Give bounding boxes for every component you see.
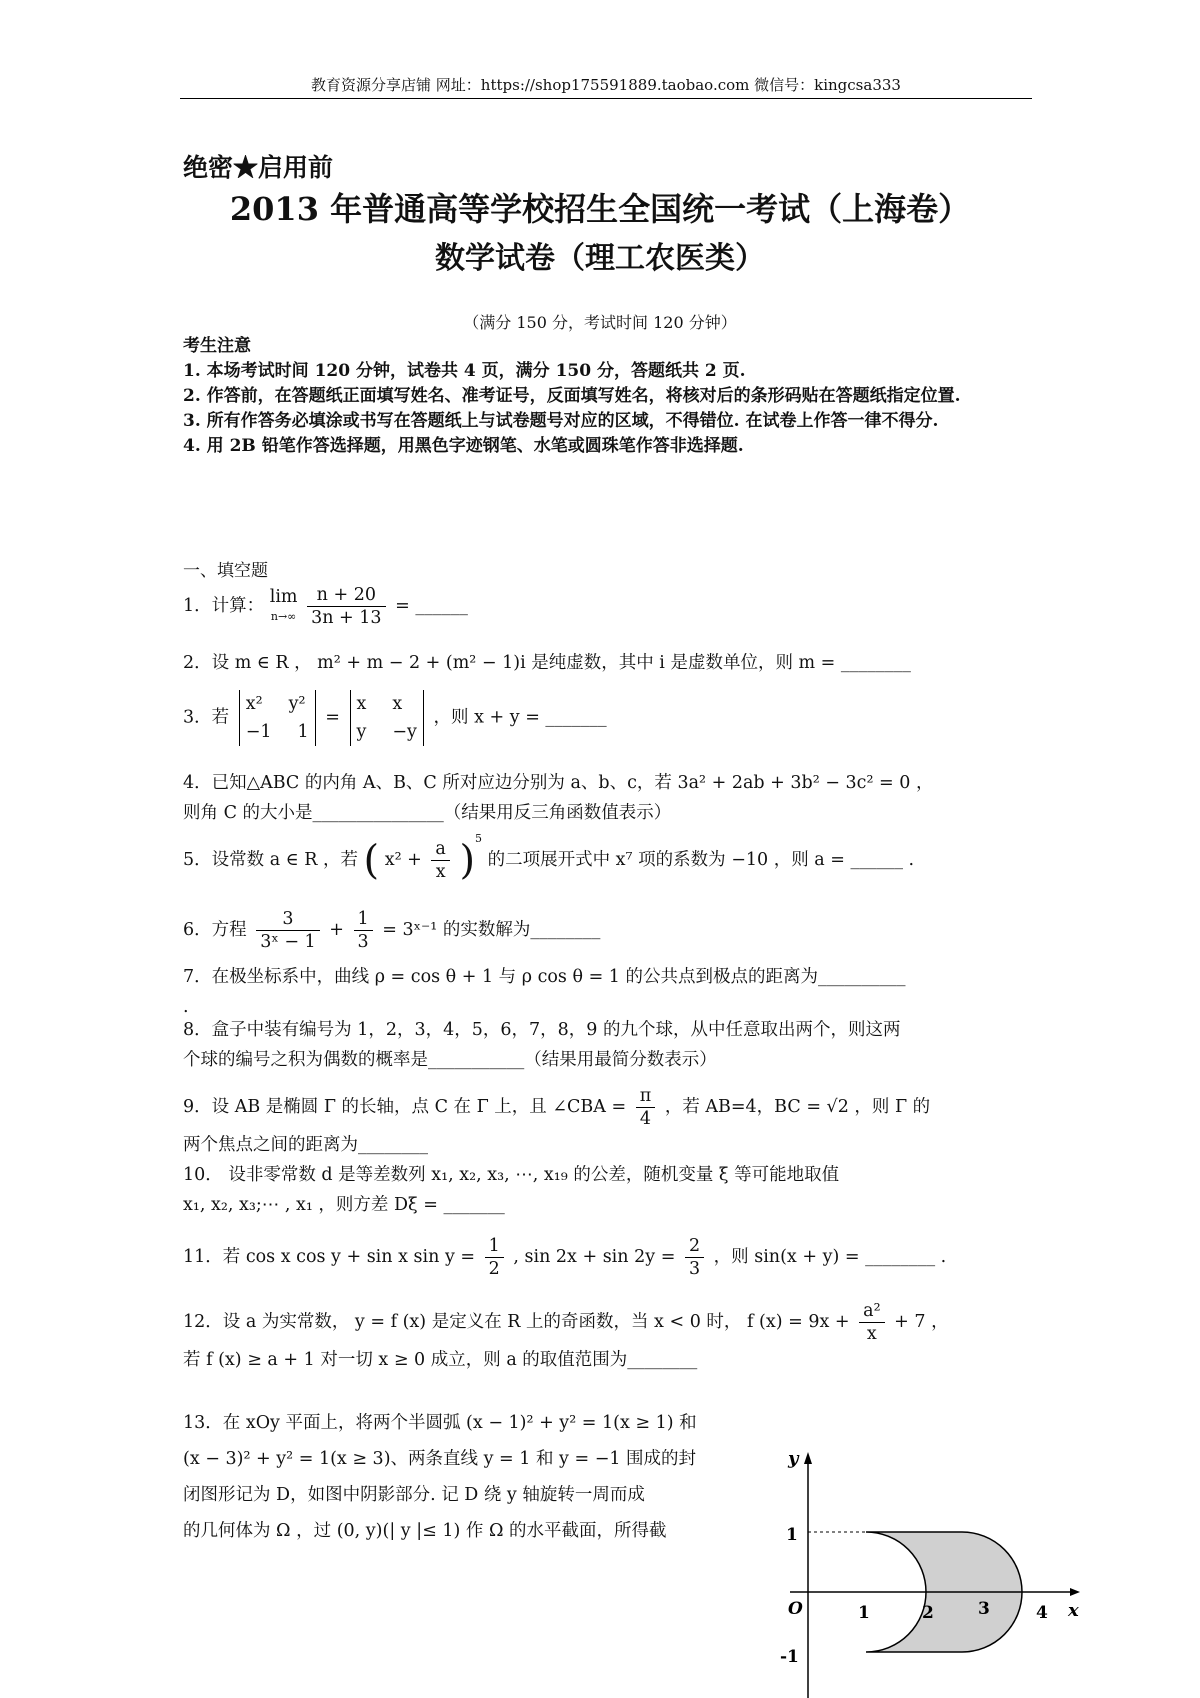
determinant: x² y² −1 1 (239, 690, 316, 746)
fraction: $\frac{n + 20}{3n + 13}$ (307, 584, 385, 629)
question-6: 6．方程 $\frac{3}{\text{3ˣ − 1}}$ + $\frac{1}{3}$ = 3ˣ⁻¹ 的实数解为________ (183, 909, 601, 952)
x-tick-label: 1 (858, 1603, 870, 1623)
question-1: 1．计算： lim n→∞ $\frac{n + 20}{3n + 13}$ = ______ (183, 585, 468, 628)
notice-item: 4. 用 2B 铅笔作答选择题，用黑色字迹钢笔、水笔或圆珠笔作答非选择题. (183, 436, 744, 456)
region-figure (750, 1440, 1090, 1698)
notice-item: 3. 所有作答务必填涂或书写在答题纸上与试卷题号对应的区域，不得错位. 在试卷上作答一律不得分. (183, 411, 939, 431)
question-5: 5．设常数 a ∈ R ，若 ( x² + $\frac{a}{x}$ )$^5$ 的二项展开式中 x⁷ 项的系数为 −10 ，则 a = ______ . (183, 832, 915, 884)
x-tick-label: 2 (922, 1603, 934, 1623)
question-2: 2．设 m ∈ R ， m² + m − 2 + (m² − 1)i 是纯虚数，其中 i 是虚数单位，则 m = ________ (183, 653, 911, 673)
fraction: $\frac{\text{a²}}{x}$ (859, 1300, 884, 1345)
question-4: 4．已知△ABC 的内角 A、B、C 所对应边分别为 a、b、c，若 3a² + 2ab + 3b² − 3c² = 0 ， 则角 C 的大小是_______________（结果用反三角函数值表示） (183, 773, 934, 823)
notice-block (183, 334, 1028, 459)
y-axis-arrow (804, 1452, 812, 1464)
y-tick-label: 1 (786, 1525, 798, 1545)
determinant: x x y −y (350, 690, 424, 746)
fraction: $\frac{a}{x}$ (431, 838, 449, 883)
question-7: 7．在极坐标系中，曲线 ρ = cos θ + 1 与 ρ cos θ = 1 的公共点到极点的距离为__________ . (183, 967, 906, 1017)
notice-heading: 考生注意 (183, 336, 251, 356)
fraction: $\frac{1}{2}$ (485, 1235, 504, 1280)
x-tick-label: 3 (978, 1599, 990, 1619)
exam-duration: （满分 150 分，考试时间 120 分钟） (463, 313, 737, 332)
page-header: 教育资源分享店铺 网址：https://shop175591889.taobao.com 微信号：kingcsa333 (311, 76, 901, 94)
fraction: $\frac{3}{\text{3ˣ − 1}}$ (256, 908, 319, 953)
question-3: 3．若 x² y² −1 1 = x x y −y ，则 x + y = _______ (183, 690, 1028, 746)
exam-subject-title: 数学试卷（理工农医类） (435, 241, 765, 276)
exam-title: 2013 年普通高等学校招生全国统一考试（上海卷） (229, 190, 971, 228)
x-tick-label: 4 (1036, 1603, 1048, 1623)
notice-item: 2. 作答前，在答题纸正面填写姓名、准考证号，反面填写姓名，将核对后的条形码贴在答题纸指定位置. (183, 386, 961, 406)
fraction: $\frac{\pi}{4}$ (636, 1085, 656, 1130)
question-10: 10． 设非零常数 d 是等差数列 x₁, x₂, x₃, ⋯, x₁₉ 的公差，随机变量 ξ 等可能地取值 x₁, x₂, x₃;⋯ , x₁ ，则方差 Dξ = _______ (183, 1165, 840, 1215)
y-tick-label: -1 (780, 1647, 799, 1667)
question-8: 8．盒子中装有编号为 1，2，3，4，5，6，7，8，9 的九个球，从中任意取出两个，则这两 个球的编号之积为偶数的概率是___________（结果用最简分数表示） (183, 1020, 901, 1070)
question-12: 12．设 a 为实常数， y = f (x) 是定义在 R 上的奇函数，当 x < 0 时， f (x) = 9x + $\frac{\text{a²}}{x}$ + 7 ， 若 f (x) ≥ a + 1 对一切 x ≥ 0 成立，则 a 的取值范围为________ (183, 1301, 949, 1370)
question-13: 13．在 xOy 平面上，将两个半圆弧 (x − 1)² + y² = 1(x ≥ 1) 和 (x − 3)² + y² = 1(x ≥ 3)、两条直线 y = 1 和 y = −1 围成的封 闭图形记为 D，如图中阴影部分. 记 D 绕 y 轴旋转一周而成 的几何体为 Ω ，过 (0, y)(| y |≤ 1) 作 Ω 的水平截面，所得截 (183, 1413, 697, 1541)
question-11: 11．若 cos x cos y + sin x sin y = $\frac{1}{2}$ , sin 2x + sin 2y = $\frac{2}{3}$ ，则 sin(x + y) = ________ . (183, 1236, 947, 1279)
notice-item: 1. 本场考试时间 120 分钟，试卷共 4 页，满分 150 分，答题纸共 2 页. (183, 361, 746, 381)
secret-label: 绝密★启用前 (183, 153, 334, 182)
fraction: $\frac{1}{3}$ (354, 908, 373, 953)
fraction: $\frac{2}{3}$ (685, 1235, 704, 1280)
x-axis-arrow (1070, 1588, 1080, 1596)
header-divider (180, 98, 1032, 99)
y-axis-label: y (788, 1448, 799, 1469)
section-title: 一、填空题 (183, 561, 268, 581)
x-axis-label: x (1068, 1600, 1079, 1621)
question-9: 9．设 AB 是椭圆 Γ 的长轴，点 C 在 Γ 上，且 ∠CBA = $\frac{\pi}{4}$ ，若 AB=4，BC = √2 ，则 Γ 的 两个焦点之间的距离为________ (183, 1086, 931, 1155)
origin-label: O (788, 1599, 803, 1619)
